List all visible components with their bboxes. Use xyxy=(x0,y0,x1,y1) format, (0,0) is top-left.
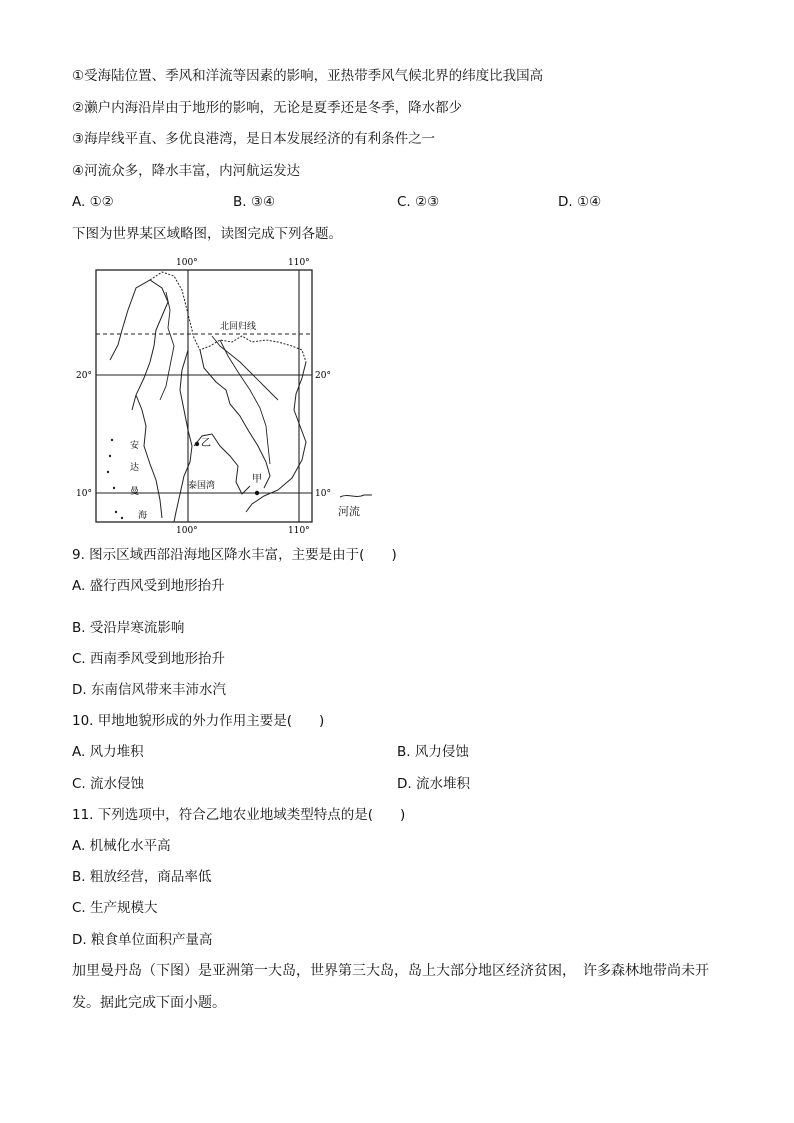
place-jia: 甲 xyxy=(252,474,262,485)
sea-label-4: 海 xyxy=(138,511,148,521)
tropic-label: 北回归线 xyxy=(220,322,257,332)
q10-option-b[interactable]: B. 风力侵蚀 xyxy=(397,744,469,760)
q9-option-d[interactable]: D. 东南信风带来丰沛水汽 xyxy=(72,682,226,698)
sea-label-2: 达 xyxy=(130,463,140,473)
statement-3: ③海岸线平直、多优良港湾，是日本发展经济的有利条件之一 xyxy=(72,131,436,147)
q11-option-b[interactable]: B. 粗放经营，商品率低 xyxy=(72,869,212,885)
prev-option-a[interactable]: A. ①② xyxy=(72,194,114,210)
q9-option-c[interactable]: C. 西南季风受到地形抬升 xyxy=(72,651,226,667)
lat-label-right-20: 20° xyxy=(315,371,331,381)
q11-option-a[interactable]: A. 机械化水平高 xyxy=(72,838,171,854)
q11-option-d[interactable]: D. 粮食单位面积产量高 xyxy=(72,932,213,948)
q9-option-b[interactable]: B. 受沿岸寒流影响 xyxy=(72,620,185,636)
q10-option-a[interactable]: A. 风力堆积 xyxy=(72,744,144,760)
lon-label-bottom-110: 110° xyxy=(288,526,310,536)
sea-label-1: 安 xyxy=(130,441,140,451)
prev-option-c[interactable]: C. ②③ xyxy=(397,194,440,210)
gulf-label: 泰国湾 xyxy=(188,481,216,491)
lon-label-bottom-100: 100° xyxy=(176,526,198,536)
question-9-stem: 9. 图示区域西部沿海地区降水丰富，主要是由于( ) xyxy=(72,547,397,563)
sea-label-3: 曼 xyxy=(130,487,140,497)
legend-river-icon xyxy=(338,490,374,502)
q10-option-d[interactable]: D. 流水堆积 xyxy=(397,776,470,792)
lon-label-top-100: 100° xyxy=(176,258,198,268)
q10-option-c[interactable]: C. 流水侵蚀 xyxy=(72,776,145,792)
place-yi: 乙 xyxy=(201,438,211,449)
lon-label-top-110: 110° xyxy=(288,258,310,268)
statement-2: ②濑户内海沿岸由于地形的影响，无论是夏季还是冬季，降水都少 xyxy=(72,100,463,116)
lat-label-left-20: 20° xyxy=(76,371,92,381)
map-intro: 下图为世界某区域略图，读图完成下列各题。 xyxy=(72,226,342,242)
q9-option-a[interactable]: A. 盛行西风受到地形抬升 xyxy=(72,578,225,594)
question-11-stem: 11. 下列选项中，符合乙地农业地域类型特点的是( ) xyxy=(72,807,406,823)
closing-paragraph-line-1: 加里曼丹岛（下图）是亚洲第一大岛，世界第三大岛，岛上大部分地区经济贫困， 许多森林地带尚未开 xyxy=(72,963,709,979)
lat-label-right-10: 10° xyxy=(315,489,331,499)
prev-option-b[interactable]: B. ③④ xyxy=(233,194,276,210)
lat-label-left-10: 10° xyxy=(76,489,92,499)
q11-option-c[interactable]: C. 生产规模大 xyxy=(72,900,158,916)
legend-label: 河流 xyxy=(338,505,360,518)
region-map xyxy=(70,250,370,540)
question-10-stem: 10. 甲地地貌形成的外力作用主要是( ) xyxy=(72,713,325,729)
prev-option-d[interactable]: D. ①④ xyxy=(558,194,602,210)
statement-1: ①受海陆位置、季风和洋流等因素的影响，亚热带季风气候北界的纬度比我国高 xyxy=(72,68,544,84)
statement-4: ④河流众多，降水丰富，内河航运发达 xyxy=(72,163,301,179)
closing-paragraph-line-2: 发。据此完成下面小题。 xyxy=(72,995,226,1011)
